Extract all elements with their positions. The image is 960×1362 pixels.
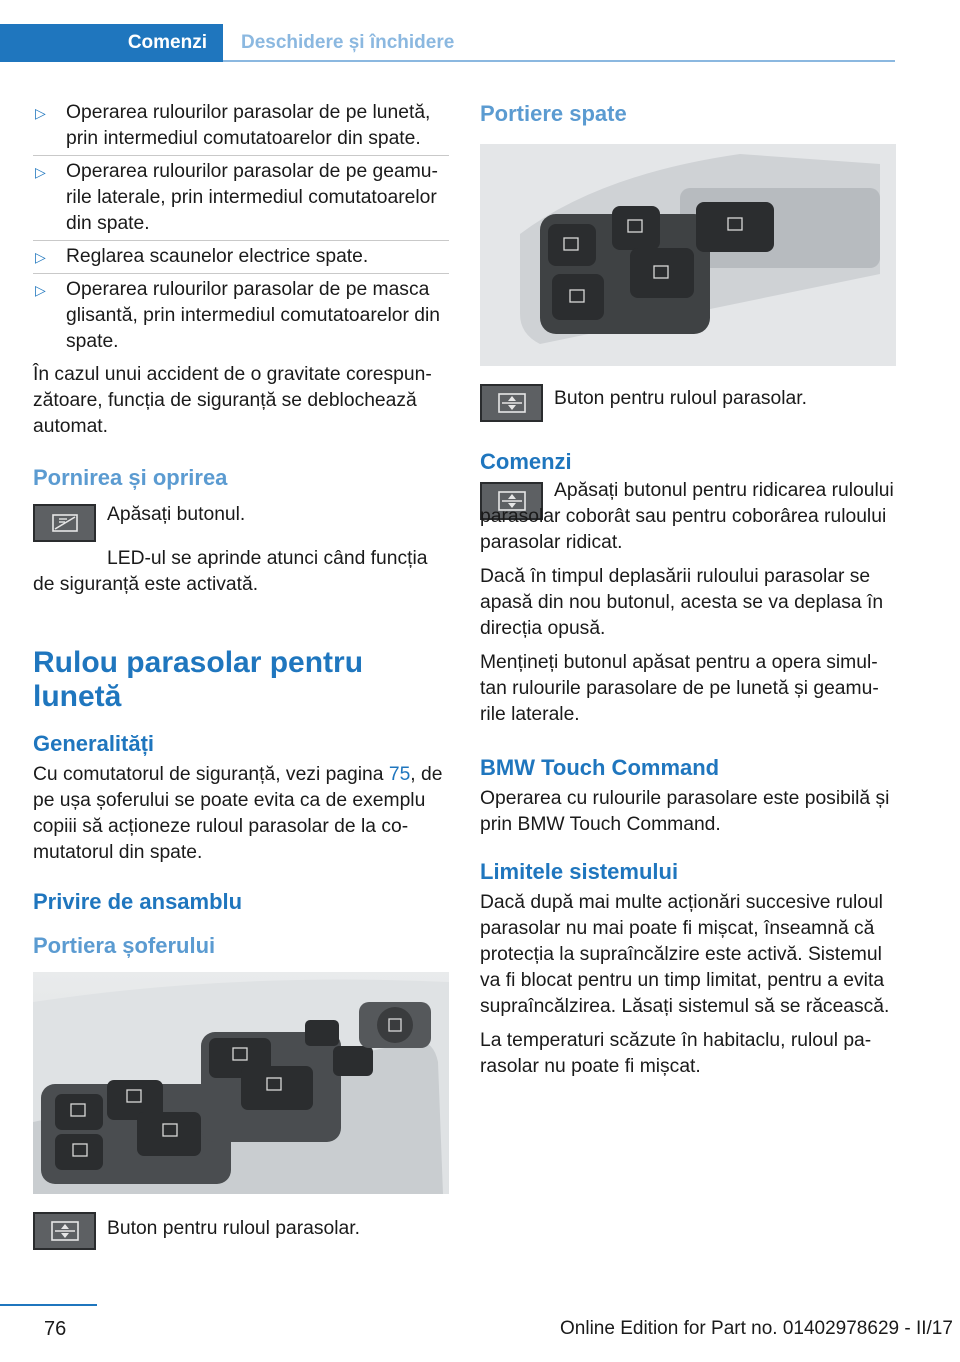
triangle-bullet-icon: ▷: [35, 249, 46, 265]
controls-paragraph: Apăsați butonul pentru ridicarea ruloului parasolar coborât sau pentru coborârea ruloului parasolar ridicat.: [480, 480, 894, 553]
list-item: ▷ Operarea rulourilor parasolar de pe masca glisantă, prin intermediul comutatoarelor din spate.: [35, 279, 441, 352]
left-column: [33, 100, 449, 1254]
feature-list: [33, 100, 449, 356]
accident-paragraph: În cazul unui accident de o gravitate corespunzătoare, funcția de siguranță se deblochează automat.: [33, 364, 432, 437]
footer-rule: [0, 1304, 97, 1306]
edition-note: Online Edition for Part no. 01402978629 - II/17: [560, 1318, 953, 1339]
led-paragraph: LED-ul se aprinde atunci când funcția de siguranță este activată.: [33, 548, 428, 595]
header-tabs: [0, 24, 895, 62]
overview-heading: Privire de ansamblu: [33, 889, 243, 914]
list-item: ▷ Reglarea scaunelor electrice spate.: [33, 244, 449, 271]
start-stop-heading: Pornirea și oprirea: [33, 465, 228, 490]
safety-switch-icon: [33, 504, 96, 542]
section-title: Rulou parasolar pentru lunetă: [33, 646, 364, 713]
touch-command-heading: BMW Touch Command: [480, 755, 720, 780]
general-paragraph: Cu comutatorul de siguranță, vezi pagina 75, de pe ușa șoferului se poate evita ca de exemplu copiii să acționeze ruloul parasolar de la comutatorul din spate.: [33, 764, 443, 863]
controls-heading: Comenzi: [480, 449, 572, 474]
list-item: ▷ Operarea rulourilor parasolar de pe lunetă, prin intermediul comutatoarelor din spate.: [33, 100, 449, 153]
triangle-bullet-icon: ▷: [35, 164, 46, 180]
general-heading: Generalități: [33, 731, 155, 756]
limits-paragraph: Dacă după mai multe acționări succesive ruloul parasolar nu mai poate fi mișcat, înseamnă că protecția la supraîncălzire este activă. Sistemul va fi blocat pentru un timp limitat, pentru a evita supraîncălzirea. Lăsați sistemul să se răcească.: [480, 892, 890, 1017]
rear-door-caption-row: [480, 382, 896, 422]
right-column: [480, 100, 896, 1088]
page-number: 76: [44, 1318, 67, 1340]
cold-paragraph: La temperaturi scăzute în habitaclu, ruloul parasolar nu poate fi mișcat.: [480, 1030, 872, 1077]
touch-command-paragraph: Operarea cu rulourile parasolare este posibilă și prin BMW Touch Command.: [480, 788, 890, 835]
limits-heading: Limitele sistemului: [480, 859, 679, 884]
tab-underline: [223, 60, 895, 62]
tab-deschidere-inchidere[interactable]: Deschidere și închidere: [241, 32, 455, 53]
tab-comenzi[interactable]: Comenzi: [0, 24, 223, 62]
page-link[interactable]: 75: [388, 764, 411, 785]
rear-door-caption: Buton pentru ruloul parasolar.: [554, 388, 807, 409]
hold-paragraph: Mențineți butonul apăsat pentru a opera simultan rulourile parasolare de pe lunetă și geamurile laterale.: [480, 652, 879, 725]
sunblind-button-icon: [480, 384, 543, 422]
driver-door-switch-photo: [33, 972, 449, 1194]
driver-door-caption: Buton pentru ruloul parasolar.: [107, 1218, 360, 1239]
rear-door-switch-photo: [480, 144, 896, 366]
list-item: ▷ Operarea rulourilor parasolar de pe geamurile laterale, prin intermediul comutatoarelor din spate.: [33, 159, 449, 238]
start-stop-press: Apăsați butonul.: [107, 504, 246, 525]
rear-doors-heading: Portiere spate: [480, 101, 627, 126]
driver-door-heading: Portiera șoferului: [33, 933, 216, 958]
driver-door-caption-row: [33, 1210, 449, 1250]
move-paragraph: Dacă în timpul deplasării ruloului parasolar se apasă din nou butonul, acesta se va deplasa în direcția opusă.: [480, 566, 884, 639]
sunblind-button-icon: [33, 1212, 96, 1250]
start-stop-row: [33, 502, 449, 542]
triangle-bullet-icon: ▷: [35, 282, 46, 298]
triangle-bullet-icon: ▷: [35, 105, 46, 121]
